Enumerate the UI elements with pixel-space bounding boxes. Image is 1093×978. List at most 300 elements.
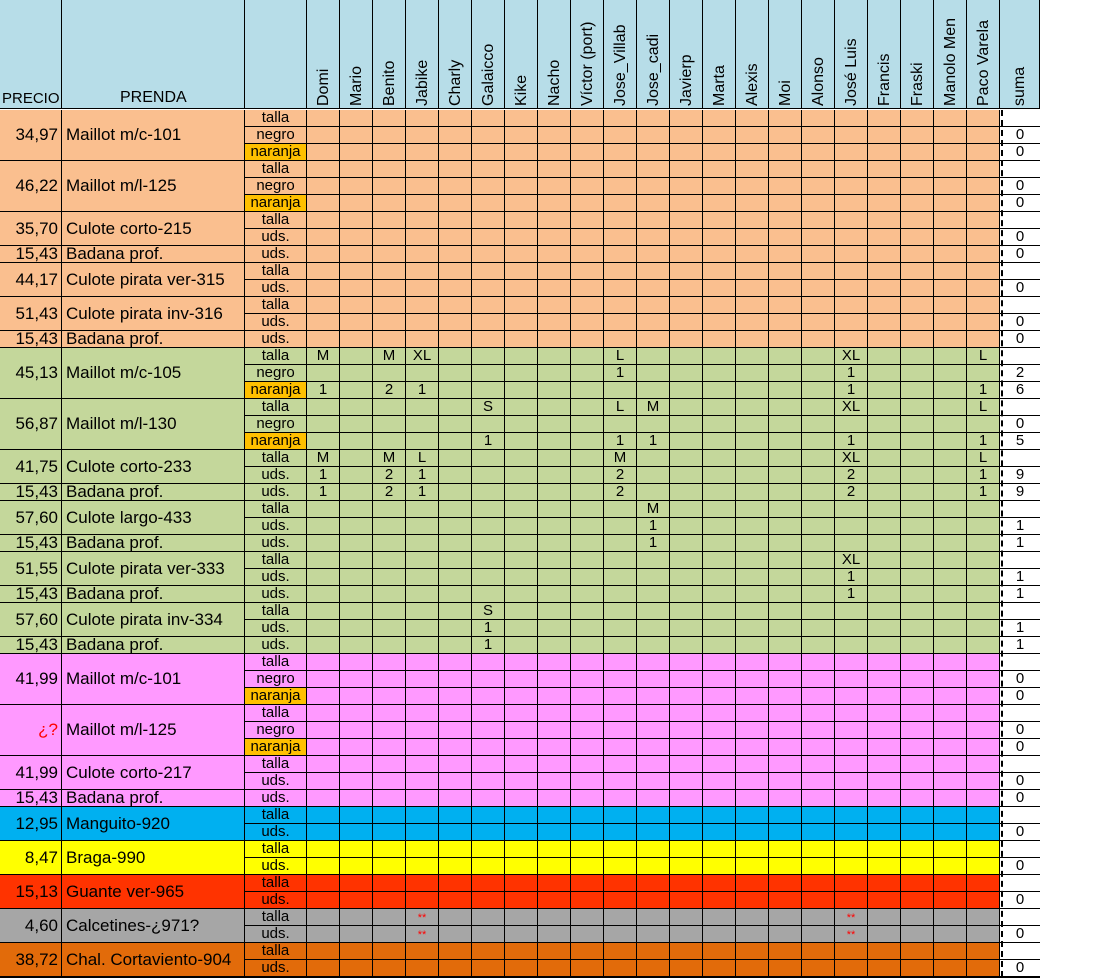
value-cell[interactable] xyxy=(472,960,505,977)
value-cell[interactable] xyxy=(934,773,967,790)
value-cell[interactable] xyxy=(604,841,637,858)
value-cell[interactable] xyxy=(604,739,637,756)
value-cell[interactable] xyxy=(703,314,736,331)
value-cell[interactable] xyxy=(637,161,670,178)
value-cell[interactable] xyxy=(373,858,406,875)
value-cell[interactable] xyxy=(835,654,868,671)
value-cell[interactable] xyxy=(340,722,373,739)
value-cell[interactable] xyxy=(439,671,472,688)
value-cell[interactable] xyxy=(505,552,538,569)
value-cell[interactable] xyxy=(934,416,967,433)
value-cell[interactable] xyxy=(769,960,802,977)
value-cell[interactable] xyxy=(967,909,1000,926)
value-cell[interactable] xyxy=(538,246,571,263)
price-cell[interactable] xyxy=(0,450,62,484)
value-cell[interactable] xyxy=(967,365,1000,382)
value-cell[interactable] xyxy=(670,892,703,909)
value-cell[interactable] xyxy=(340,331,373,348)
price-cell[interactable] xyxy=(0,552,62,586)
value-cell[interactable] xyxy=(901,688,934,705)
value-cell[interactable] xyxy=(769,314,802,331)
value-cell[interactable] xyxy=(868,943,901,960)
value-cell[interactable] xyxy=(835,229,868,246)
value-cell[interactable] xyxy=(406,552,439,569)
value-cell[interactable] xyxy=(604,416,637,433)
value-cell[interactable] xyxy=(835,875,868,892)
value-cell[interactable] xyxy=(934,331,967,348)
value-cell[interactable] xyxy=(934,484,967,501)
value-cell[interactable] xyxy=(736,620,769,637)
value-cell[interactable] xyxy=(571,790,604,807)
value-cell[interactable] xyxy=(637,569,670,586)
value-cell[interactable] xyxy=(967,705,1000,722)
value-cell[interactable] xyxy=(340,739,373,756)
value-cell[interactable] xyxy=(373,671,406,688)
value-cell[interactable] xyxy=(307,892,340,909)
value-cell[interactable] xyxy=(835,314,868,331)
value-cell[interactable] xyxy=(934,263,967,280)
value-cell[interactable] xyxy=(472,365,505,382)
value-cell[interactable] xyxy=(703,773,736,790)
value-cell[interactable] xyxy=(736,501,769,518)
value-cell[interactable] xyxy=(736,790,769,807)
value-cell[interactable] xyxy=(505,110,538,127)
value-cell[interactable] xyxy=(373,552,406,569)
value-cell[interactable] xyxy=(703,756,736,773)
price-cell[interactable] xyxy=(0,263,62,297)
price-cell[interactable] xyxy=(0,603,62,637)
value-cell[interactable] xyxy=(538,705,571,722)
value-cell[interactable] xyxy=(769,892,802,909)
value-cell[interactable] xyxy=(934,348,967,365)
value-cell[interactable] xyxy=(505,484,538,501)
value-cell[interactable] xyxy=(934,450,967,467)
value-cell[interactable] xyxy=(472,229,505,246)
value-cell[interactable] xyxy=(406,365,439,382)
value-cell[interactable] xyxy=(736,909,769,926)
value-cell[interactable] xyxy=(439,331,472,348)
value-cell[interactable] xyxy=(637,518,670,535)
value-cell[interactable] xyxy=(538,144,571,161)
value-cell[interactable] xyxy=(769,229,802,246)
value-cell[interactable] xyxy=(538,756,571,773)
value-cell[interactable] xyxy=(967,756,1000,773)
value-cell[interactable] xyxy=(439,518,472,535)
value-cell[interactable] xyxy=(439,943,472,960)
value-cell[interactable] xyxy=(307,535,340,552)
value-cell[interactable] xyxy=(472,790,505,807)
value-cell[interactable] xyxy=(505,909,538,926)
sum-cell[interactable] xyxy=(1000,739,1040,756)
value-cell[interactable] xyxy=(373,739,406,756)
value-cell[interactable] xyxy=(439,161,472,178)
sum-cell[interactable] xyxy=(1000,450,1040,467)
value-cell[interactable] xyxy=(307,314,340,331)
value-cell[interactable] xyxy=(769,280,802,297)
value-cell[interactable] xyxy=(571,875,604,892)
value-cell[interactable] xyxy=(901,399,934,416)
value-cell[interactable] xyxy=(340,637,373,654)
value-cell[interactable] xyxy=(505,433,538,450)
row-label-cell[interactable] xyxy=(245,127,307,144)
value-cell[interactable] xyxy=(439,960,472,977)
header-person-cell[interactable] xyxy=(406,0,439,109)
value-cell[interactable] xyxy=(736,467,769,484)
value-cell[interactable] xyxy=(406,943,439,960)
value-cell[interactable] xyxy=(868,399,901,416)
value-cell[interactable] xyxy=(538,909,571,926)
value-cell[interactable] xyxy=(604,484,637,501)
value-cell[interactable] xyxy=(637,195,670,212)
value-cell[interactable] xyxy=(505,671,538,688)
value-cell[interactable] xyxy=(571,586,604,603)
value-cell[interactable] xyxy=(769,824,802,841)
value-cell[interactable] xyxy=(439,824,472,841)
value-cell[interactable] xyxy=(439,297,472,314)
value-cell[interactable] xyxy=(604,637,637,654)
value-cell[interactable] xyxy=(571,756,604,773)
price-cell[interactable] xyxy=(0,212,62,246)
value-cell[interactable] xyxy=(307,943,340,960)
value-cell[interactable] xyxy=(835,144,868,161)
value-cell[interactable] xyxy=(934,433,967,450)
value-cell[interactable] xyxy=(538,671,571,688)
value-cell[interactable] xyxy=(736,518,769,535)
row-label-cell[interactable] xyxy=(245,892,307,909)
value-cell[interactable] xyxy=(637,620,670,637)
sum-cell[interactable] xyxy=(1000,280,1040,297)
value-cell[interactable] xyxy=(967,552,1000,569)
value-cell[interactable] xyxy=(802,637,835,654)
value-cell[interactable] xyxy=(769,535,802,552)
value-cell[interactable] xyxy=(439,246,472,263)
value-cell[interactable] xyxy=(505,739,538,756)
value-cell[interactable] xyxy=(307,807,340,824)
value-cell[interactable] xyxy=(703,229,736,246)
value-cell[interactable] xyxy=(901,892,934,909)
value-cell[interactable] xyxy=(637,841,670,858)
value-cell[interactable] xyxy=(538,297,571,314)
value-cell[interactable] xyxy=(736,943,769,960)
row-label-cell[interactable] xyxy=(245,603,307,620)
value-cell[interactable] xyxy=(340,297,373,314)
value-cell[interactable] xyxy=(340,790,373,807)
sum-cell[interactable] xyxy=(1000,654,1040,671)
price-cell[interactable] xyxy=(0,790,62,807)
value-cell[interactable] xyxy=(769,620,802,637)
value-cell[interactable] xyxy=(571,467,604,484)
value-cell[interactable] xyxy=(538,739,571,756)
value-cell[interactable] xyxy=(538,773,571,790)
value-cell[interactable] xyxy=(769,654,802,671)
value-cell[interactable] xyxy=(307,144,340,161)
value-cell[interactable] xyxy=(868,212,901,229)
value-cell[interactable] xyxy=(340,926,373,943)
value-cell[interactable] xyxy=(406,671,439,688)
value-cell[interactable] xyxy=(703,433,736,450)
value-cell[interactable] xyxy=(868,739,901,756)
value-cell[interactable] xyxy=(340,552,373,569)
value-cell[interactable] xyxy=(637,246,670,263)
value-cell[interactable] xyxy=(406,382,439,399)
value-cell[interactable] xyxy=(769,484,802,501)
value-cell[interactable] xyxy=(373,161,406,178)
value-cell[interactable] xyxy=(802,263,835,280)
value-cell[interactable] xyxy=(439,433,472,450)
value-cell[interactable] xyxy=(373,297,406,314)
value-cell[interactable] xyxy=(406,484,439,501)
value-cell[interactable] xyxy=(901,263,934,280)
value-cell[interactable] xyxy=(307,739,340,756)
value-cell[interactable] xyxy=(406,739,439,756)
value-cell[interactable] xyxy=(637,501,670,518)
value-cell[interactable] xyxy=(769,603,802,620)
value-cell[interactable] xyxy=(967,892,1000,909)
sum-cell[interactable] xyxy=(1000,875,1040,892)
value-cell[interactable] xyxy=(472,144,505,161)
value-cell[interactable] xyxy=(373,399,406,416)
value-cell[interactable] xyxy=(472,603,505,620)
row-label-cell[interactable] xyxy=(245,960,307,977)
value-cell[interactable] xyxy=(967,348,1000,365)
value-cell[interactable] xyxy=(637,535,670,552)
value-cell[interactable] xyxy=(505,280,538,297)
value-cell[interactable] xyxy=(571,688,604,705)
value-cell[interactable] xyxy=(571,365,604,382)
value-cell[interactable] xyxy=(637,824,670,841)
value-cell[interactable] xyxy=(307,348,340,365)
header-person-cell[interactable] xyxy=(703,0,736,109)
value-cell[interactable] xyxy=(472,433,505,450)
value-cell[interactable] xyxy=(934,960,967,977)
value-cell[interactable] xyxy=(934,909,967,926)
row-label-cell[interactable] xyxy=(245,467,307,484)
value-cell[interactable] xyxy=(736,365,769,382)
value-cell[interactable] xyxy=(802,858,835,875)
row-label-cell[interactable] xyxy=(245,314,307,331)
value-cell[interactable] xyxy=(406,314,439,331)
sum-cell[interactable] xyxy=(1000,416,1040,433)
value-cell[interactable] xyxy=(868,518,901,535)
value-cell[interactable] xyxy=(340,416,373,433)
value-cell[interactable] xyxy=(340,195,373,212)
value-cell[interactable] xyxy=(505,297,538,314)
value-cell[interactable] xyxy=(802,705,835,722)
value-cell[interactable] xyxy=(637,637,670,654)
value-cell[interactable] xyxy=(703,127,736,144)
value-cell[interactable] xyxy=(637,705,670,722)
value-cell[interactable] xyxy=(670,654,703,671)
value-cell[interactable] xyxy=(835,858,868,875)
value-cell[interactable] xyxy=(373,212,406,229)
value-cell[interactable] xyxy=(835,892,868,909)
value-cell[interactable] xyxy=(472,110,505,127)
row-label-cell[interactable] xyxy=(245,450,307,467)
value-cell[interactable] xyxy=(835,195,868,212)
row-label-cell[interactable] xyxy=(245,671,307,688)
value-cell[interactable] xyxy=(868,722,901,739)
value-cell[interactable] xyxy=(538,535,571,552)
value-cell[interactable] xyxy=(703,654,736,671)
value-cell[interactable] xyxy=(571,773,604,790)
value-cell[interactable] xyxy=(934,229,967,246)
value-cell[interactable] xyxy=(769,552,802,569)
header-person-cell[interactable] xyxy=(769,0,802,109)
value-cell[interactable] xyxy=(703,246,736,263)
value-cell[interactable] xyxy=(703,348,736,365)
value-cell[interactable] xyxy=(967,501,1000,518)
garment-cell[interactable] xyxy=(62,399,245,450)
garment-cell[interactable] xyxy=(62,943,245,977)
value-cell[interactable] xyxy=(439,144,472,161)
value-cell[interactable] xyxy=(736,297,769,314)
garment-cell[interactable] xyxy=(62,603,245,637)
row-label-cell[interactable] xyxy=(245,569,307,586)
row-label-cell[interactable] xyxy=(245,824,307,841)
row-label-cell[interactable] xyxy=(245,365,307,382)
header-person-cell[interactable] xyxy=(307,0,340,109)
value-cell[interactable] xyxy=(670,178,703,195)
row-label-cell[interactable] xyxy=(245,501,307,518)
value-cell[interactable] xyxy=(472,552,505,569)
row-label-cell[interactable] xyxy=(245,620,307,637)
value-cell[interactable] xyxy=(472,943,505,960)
price-cell[interactable] xyxy=(0,909,62,943)
value-cell[interactable] xyxy=(505,518,538,535)
value-cell[interactable] xyxy=(967,416,1000,433)
value-cell[interactable] xyxy=(373,467,406,484)
value-cell[interactable] xyxy=(934,382,967,399)
value-cell[interactable] xyxy=(901,586,934,603)
value-cell[interactable] xyxy=(769,569,802,586)
value-cell[interactable] xyxy=(736,722,769,739)
sum-cell[interactable] xyxy=(1000,722,1040,739)
value-cell[interactable] xyxy=(373,824,406,841)
value-cell[interactable] xyxy=(769,161,802,178)
value-cell[interactable] xyxy=(538,824,571,841)
value-cell[interactable] xyxy=(868,535,901,552)
value-cell[interactable] xyxy=(373,960,406,977)
value-cell[interactable] xyxy=(307,399,340,416)
row-label-cell[interactable] xyxy=(245,144,307,161)
value-cell[interactable] xyxy=(472,807,505,824)
value-cell[interactable] xyxy=(967,671,1000,688)
value-cell[interactable] xyxy=(439,552,472,569)
value-cell[interactable] xyxy=(736,280,769,297)
value-cell[interactable] xyxy=(802,365,835,382)
value-cell[interactable] xyxy=(538,178,571,195)
value-cell[interactable] xyxy=(439,841,472,858)
value-cell[interactable] xyxy=(901,178,934,195)
value-cell[interactable] xyxy=(670,331,703,348)
value-cell[interactable] xyxy=(571,943,604,960)
value-cell[interactable] xyxy=(571,535,604,552)
value-cell[interactable] xyxy=(571,314,604,331)
row-label-cell[interactable] xyxy=(245,654,307,671)
garment-cell[interactable] xyxy=(62,875,245,909)
header-person-cell[interactable] xyxy=(736,0,769,109)
value-cell[interactable] xyxy=(373,875,406,892)
value-cell[interactable] xyxy=(307,603,340,620)
value-cell[interactable] xyxy=(703,263,736,280)
value-cell[interactable] xyxy=(604,127,637,144)
value-cell[interactable] xyxy=(571,144,604,161)
value-cell[interactable] xyxy=(868,178,901,195)
value-cell[interactable] xyxy=(769,909,802,926)
value-cell[interactable] xyxy=(571,603,604,620)
value-cell[interactable] xyxy=(373,603,406,620)
value-cell[interactable] xyxy=(769,144,802,161)
value-cell[interactable] xyxy=(835,739,868,756)
value-cell[interactable] xyxy=(703,688,736,705)
value-cell[interactable] xyxy=(703,807,736,824)
value-cell[interactable] xyxy=(340,688,373,705)
value-cell[interactable] xyxy=(373,382,406,399)
value-cell[interactable] xyxy=(802,382,835,399)
value-cell[interactable] xyxy=(670,382,703,399)
value-cell[interactable] xyxy=(934,603,967,620)
value-cell[interactable] xyxy=(769,382,802,399)
value-cell[interactable] xyxy=(670,790,703,807)
value-cell[interactable] xyxy=(406,586,439,603)
value-cell[interactable] xyxy=(967,161,1000,178)
value-cell[interactable] xyxy=(802,926,835,943)
value-cell[interactable] xyxy=(307,858,340,875)
value-cell[interactable] xyxy=(406,688,439,705)
row-label-cell[interactable] xyxy=(245,297,307,314)
value-cell[interactable] xyxy=(604,535,637,552)
value-cell[interactable] xyxy=(769,722,802,739)
sum-cell[interactable] xyxy=(1000,637,1040,654)
value-cell[interactable] xyxy=(868,297,901,314)
value-cell[interactable] xyxy=(439,382,472,399)
garment-cell[interactable] xyxy=(62,756,245,790)
sum-cell[interactable] xyxy=(1000,909,1040,926)
value-cell[interactable] xyxy=(703,297,736,314)
value-cell[interactable] xyxy=(670,484,703,501)
value-cell[interactable] xyxy=(769,399,802,416)
value-cell[interactable] xyxy=(736,246,769,263)
value-cell[interactable] xyxy=(802,960,835,977)
value-cell[interactable] xyxy=(505,586,538,603)
value-cell[interactable] xyxy=(967,178,1000,195)
value-cell[interactable] xyxy=(637,586,670,603)
value-cell[interactable] xyxy=(538,127,571,144)
value-cell[interactable] xyxy=(901,722,934,739)
value-cell[interactable] xyxy=(373,586,406,603)
value-cell[interactable] xyxy=(373,365,406,382)
value-cell[interactable] xyxy=(307,450,340,467)
value-cell[interactable] xyxy=(868,382,901,399)
value-cell[interactable] xyxy=(373,416,406,433)
price-cell[interactable] xyxy=(0,586,62,603)
value-cell[interactable] xyxy=(736,484,769,501)
value-cell[interactable] xyxy=(538,552,571,569)
value-cell[interactable] xyxy=(934,569,967,586)
value-cell[interactable] xyxy=(868,926,901,943)
value-cell[interactable] xyxy=(670,858,703,875)
value-cell[interactable] xyxy=(802,484,835,501)
value-cell[interactable] xyxy=(538,688,571,705)
value-cell[interactable] xyxy=(604,467,637,484)
value-cell[interactable] xyxy=(406,433,439,450)
value-cell[interactable] xyxy=(505,756,538,773)
value-cell[interactable] xyxy=(571,841,604,858)
value-cell[interactable] xyxy=(571,620,604,637)
value-cell[interactable] xyxy=(868,246,901,263)
value-cell[interactable] xyxy=(901,739,934,756)
value-cell[interactable] xyxy=(472,246,505,263)
